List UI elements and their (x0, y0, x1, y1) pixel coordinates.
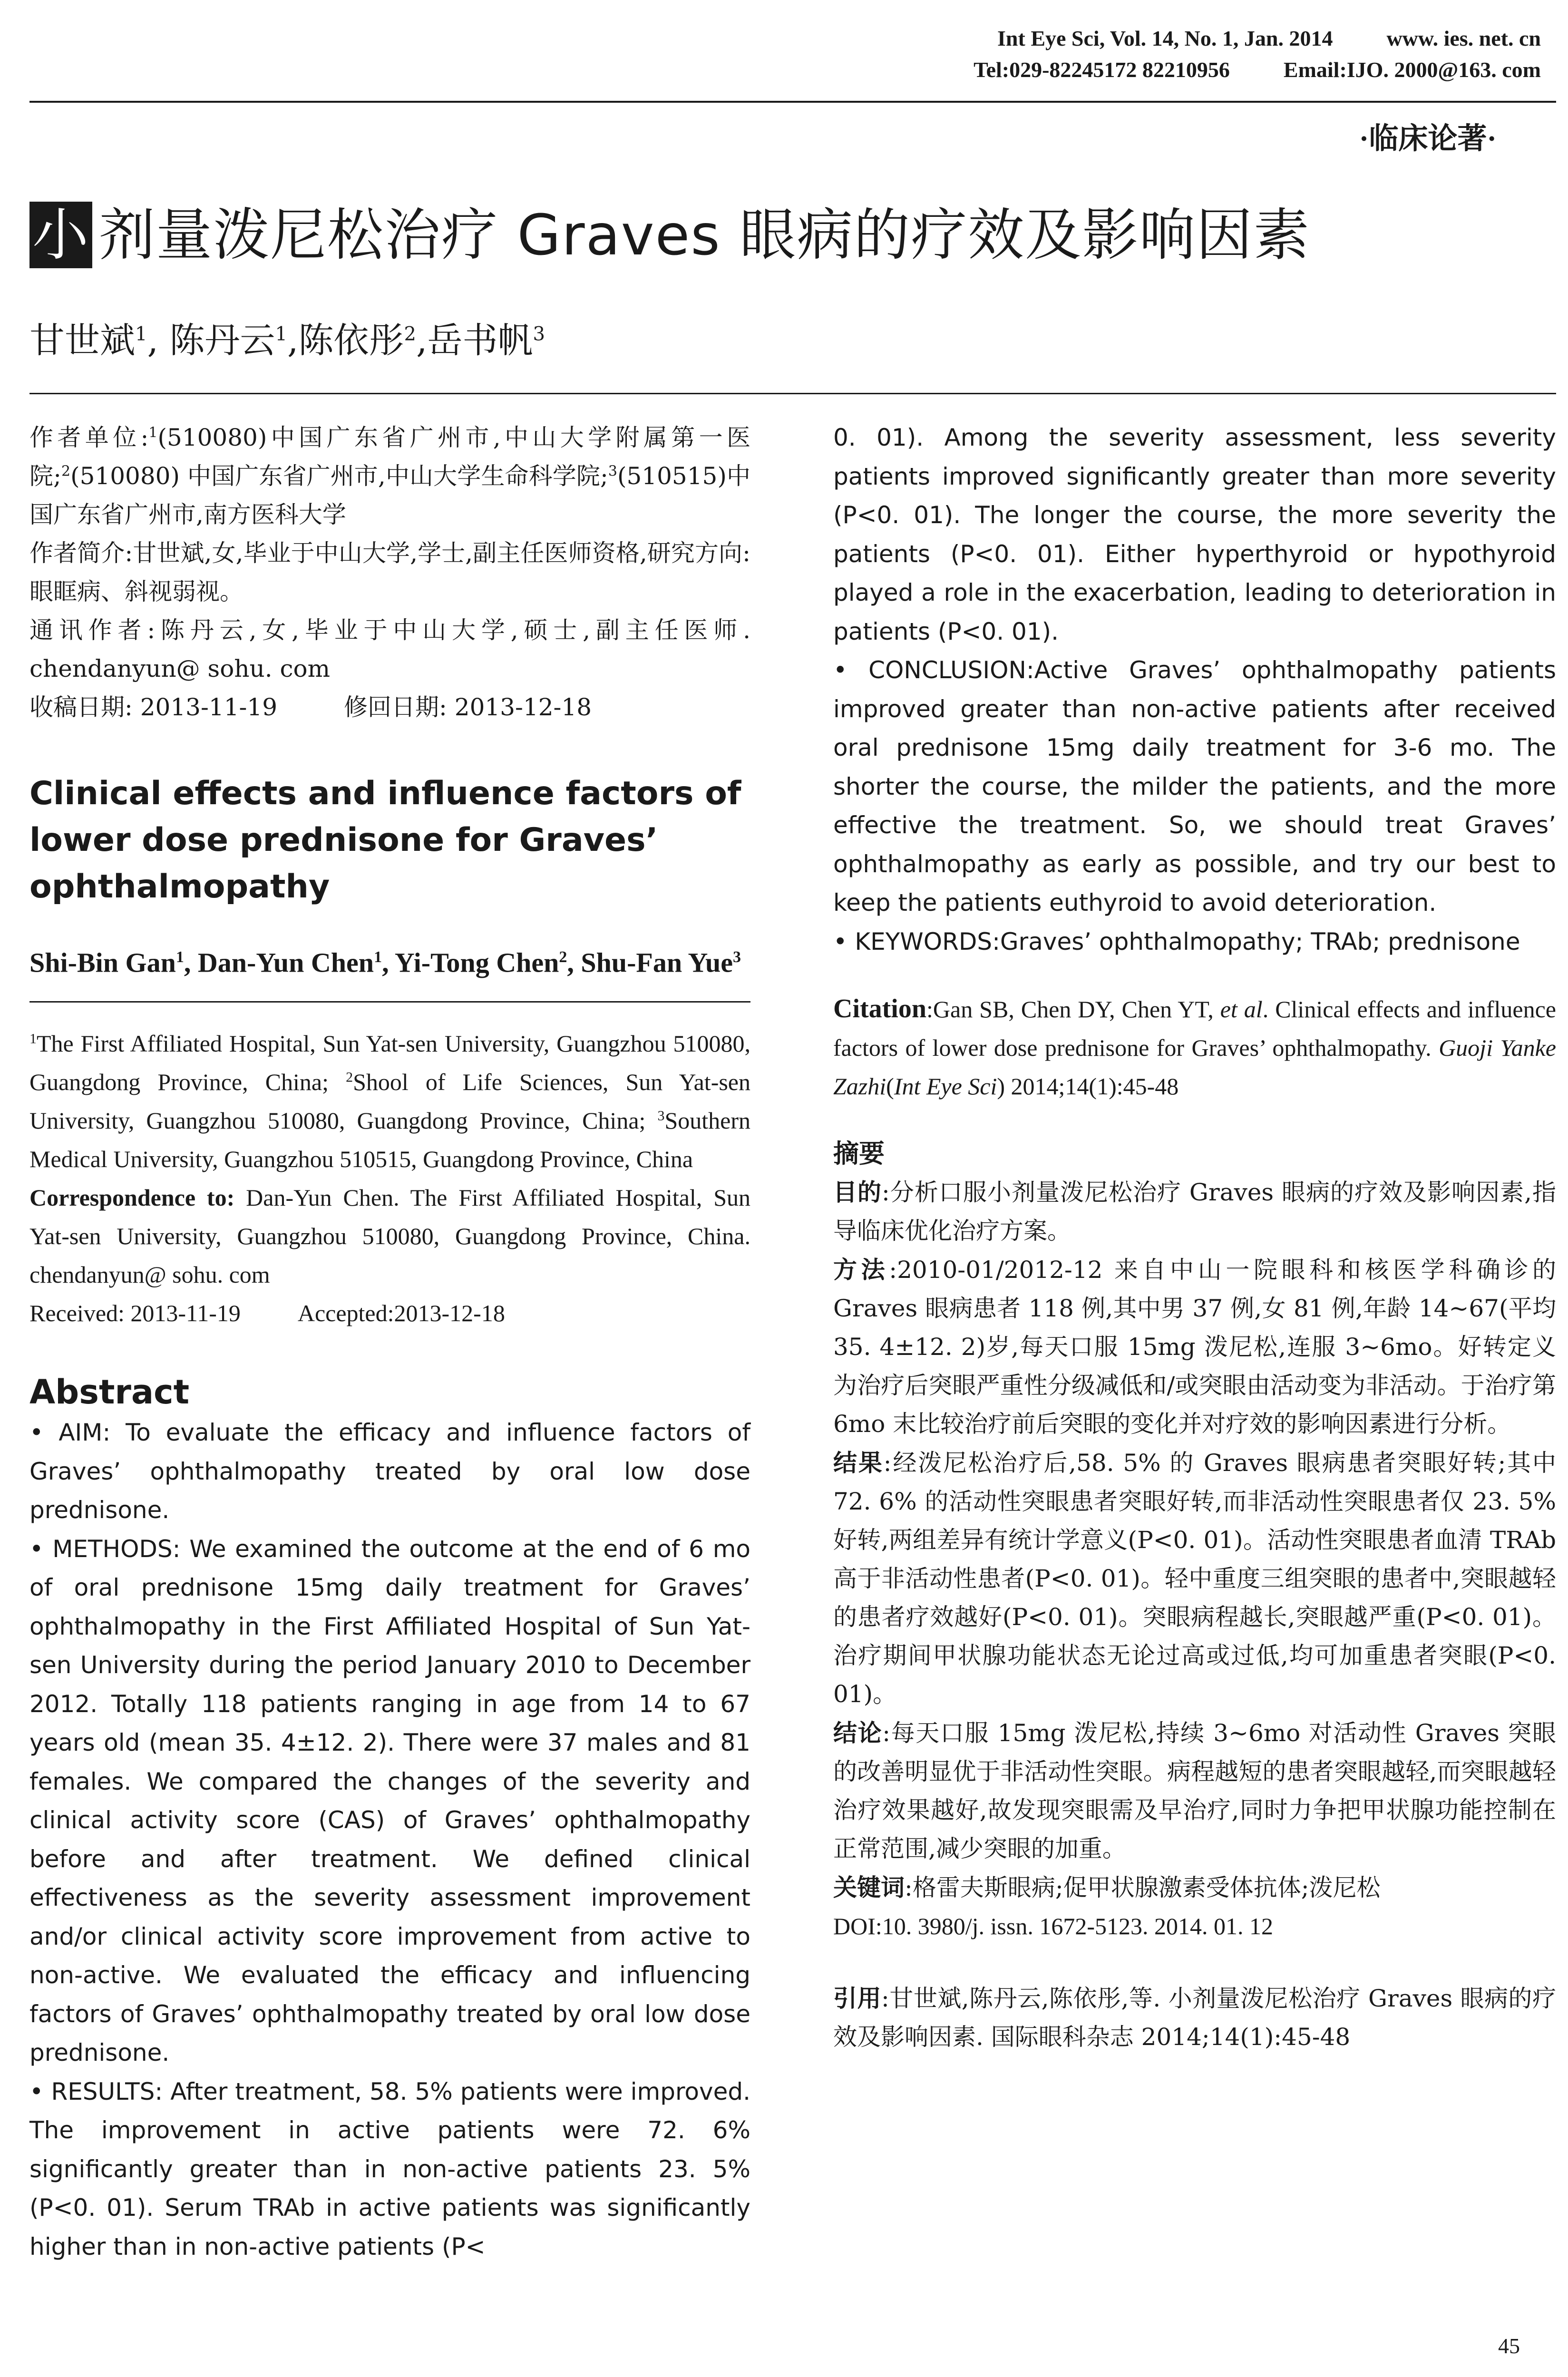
author-affiliation-number: 1 (135, 323, 147, 345)
citation (833, 990, 1556, 1106)
jieguo-label: 结果 (833, 1449, 884, 1477)
journal-phone: Tel:029-82245172 82210956 (974, 58, 1230, 82)
yinyong-label: 引用 (833, 1984, 881, 2012)
correspondence-text: Dan-Yun Chen. The First Affiliated Hospital, Sun Yat-sen University, Guangzhou 510080, Guangdong Province, China. chendanyun@ sohu. com (29, 1184, 750, 1288)
abstract-results: • RESULTS: After treatment, 58. 5% patients were improved. The improvement in active patients were 72. 6% significantly greater than in non-active patients 23. 5% (P<0. 01). Serum TRAb in active patients was significantly higher than in non-active patients (P< (29, 2077, 750, 2260)
dates-en (29, 1294, 750, 1333)
section-label: ·临床论著· (1359, 123, 1497, 155)
zhaiyao-jielun (833, 1714, 1556, 1868)
journal-citation: Int Eye Sci, Vol. 14, No. 1, Jan. 2014 (997, 26, 1333, 50)
author-cn: 陈依彤$^2$ (298, 320, 416, 361)
received-date-en: Received: 2013-11-19 (29, 1300, 241, 1327)
page-number: 45 (1498, 2334, 1520, 2358)
abstract-results-continued: 0. 01). Among the severity assessment, less severity patients improved significantly greater than more severity (P<0. 01). The longer the course, the more severity the patients (P<0. 01). Either hyperthyroid or hypothyroid played a role in the exacerbation, leading to deterioration in patients (P<0. 01). (833, 424, 1556, 645)
author-separator: , (287, 320, 299, 361)
abstract-conclusion: • CONCLUSION:Active Graves’ ophthalmopathy patients improved greater than non-active patients after received oral prednisone 15mg daily treatment for 3-6 mo. The shorter the course, the milder the patients, and the more effective the treatment. So, we should treat Graves’ ophthalmopathy as early as possible, and try our best to keep the patients euthyroid to avoid deterioration. (833, 656, 1556, 916)
header-rule (29, 101, 1556, 103)
guanjianci-text: :格雷夫斯眼病;促甲状腺激素受体抗体;泼尼松 (905, 1874, 1381, 1901)
title-rule (29, 393, 1556, 394)
author-cn: 陈丹云$^1$ (169, 320, 287, 361)
right-column (833, 419, 1556, 2056)
header-line-1 (713, 23, 1541, 54)
abstract-aim: • AIM: To evaluate the efficacy and influence factors of Graves’ ophthalmopathy treated by oral low dose prednisone. (29, 1419, 750, 1524)
doi[interactable]: DOI:10. 3980/j. issn. 1672-5123. 2014. 01. 12 (833, 1913, 1273, 1939)
english-affiliation: $^1$The First Affiliated Hospital, Sun Yat-sen University, Guangzhou 510080, Guangdong Province, China; $^2$Shool of Life Sciences, Sun Yat-sen University, Guangzhou 510080, Guangdong Province, China; $^3$Southern Medical University, Guangzhou 510515, Guangdong Province, China (29, 1030, 750, 1173)
abstract-methods: • METHODS: We examined the outcome at the end of 6 mo of oral prednisone 15mg daily treatment for Graves’ ophthalmopathy in the First Affiliated Hospital of Sun Yat-sen University during the period January 2010 to December 2012. Totally 118 patients ranging in age from 14 to 67 years old (mean 35. 4±12. 2). There were 37 males and 81 females. We compared the changes of the severity and clinical activity score (CAS) of Graves’ ophthalmopathy before and after treatment. We defined clinical effectiveness as the severity assessment improvement and/or clinical activity score improvement from active to non-active. We evaluated the efficacy and influencing factors of Graves’ ophthalmopathy treated by oral low dose prednisone. (29, 1535, 750, 2067)
zhaiyao-heading: 摘要 (833, 1138, 885, 1169)
english-title: Clinical effects and influence factors of lower dose prednisone for Graves’ ophthalmopathy (29, 775, 741, 906)
affiliation-cn-line: 作者单位:$^1$(510080)中国广东省广州市,中山大学附属第一医院;$^2$(510080) 中国广东省广州市,中山大学生命科学院;$^3$(510515)中国广东省广州市,南方医科大学 (29, 424, 750, 528)
author-separator: , (416, 320, 428, 361)
yinyong-text: :甘世斌,陈丹云,陈依彤,等. 小剂量泼尼松治疗 Graves 眼病的疗效及影响因素. 国际眼科杂志 2014;14(1):45-48 (833, 1985, 1556, 2051)
title-text: 剂量泼尼松治疗 Graves 眼病的疗效及影响因素 (99, 202, 1311, 268)
author-affiliation-number: 1 (275, 323, 287, 345)
affiliation-cn-line: 作者简介:甘世斌,女,毕业于中山大学,学士,副主任医师资格,研究方向:眼眶病、斜视弱视。 (29, 539, 750, 605)
author-cn: 甘世斌$^1$ (29, 320, 147, 361)
citation-text: :Gan SB, Chen DY, Chen YT, et al. Clinical effects and influence factors of lower dose prednisone for Graves’ ophthalmopathy. Guoji Yanke Zazhi(Int Eye Sci) 2014;14(1):45-48 (833, 996, 1557, 1100)
citation-label: Citation (833, 994, 926, 1023)
abstract-keywords: • KEYWORDS:Graves’ ophthalmopathy; TRAb; prednisone (833, 927, 1520, 955)
author-separator: , (147, 320, 170, 361)
correspondence-label: Correspondence to: (29, 1184, 235, 1211)
revised-date-cn: 修回日期: 2013-12-18 (344, 693, 592, 721)
correspondence (29, 1179, 750, 1294)
affiliation-cn (29, 419, 750, 688)
journal-email[interactable]: Email:IJO. 2000@163. com (1283, 58, 1541, 82)
jielun-label: 结论 (833, 1719, 883, 1747)
author-affiliation-number: 3 (533, 323, 545, 345)
yinyong (833, 1979, 1556, 2056)
zhaiyao-jieguo (833, 1443, 1556, 1714)
received-date-cn: 收稿日期: 2013-11-19 (29, 693, 278, 721)
affiliation-cn-line: 通讯作者:陈丹云,女,毕业于中山大学,硕士,副主任医师. chendanyun@ sohu. com (29, 616, 750, 682)
author-cn: 岳书帆$^3$ (427, 320, 545, 361)
article-title (29, 202, 1310, 268)
dates-cn (29, 688, 750, 727)
zhaiyao-fangfa (833, 1250, 1556, 1443)
jielun-text: :每天口服 15mg 泼尼松,持续 3~6mo 对活动性 Graves 突眼的改善明显优于非活动性突眼。病程越短的患者突眼越轻,而突眼越轻治疗效果越好,故发现突眼需及早治疗,同时力争把甲状腺功能控制在正常范围,减少突眼的加重。 (833, 1719, 1557, 1862)
english-authors: Shi-Bin Gan$^1$, Dan-Yun Chen$^1$, Yi-Tong Chen$^2$, Shu-Fan Yue$^3$ (29, 947, 741, 978)
fangfa-text: :2010-01/2012-12 来自中山一院眼科和核医学科确诊的 Graves 眼病患者 118 例,其中男 37 例,女 81 例,年龄 14~67(平均 35. 4±12. 2)岁,每天口服 15mg 泼尼松,连服 3~6mo。好转定义为治疗后突眼严重性分级减低和/或突眼由活动变为非活动。于治疗第 6mo 末比较治疗前后突眼的变化并对疗效的影响因素进行分析。 (833, 1256, 1556, 1438)
accepted-date-en: Accepted:2013-12-18 (297, 1300, 505, 1327)
running-header (713, 23, 1541, 86)
left-authors-rule (29, 1001, 750, 1003)
zhaiyao-mudi (833, 1173, 1556, 1250)
title-first-char: 小 (29, 202, 92, 268)
journal-website[interactable]: www. ies. net. cn (1386, 26, 1541, 50)
zhaiyao-keywords (833, 1868, 1556, 1907)
authors-cn (29, 310, 545, 364)
fangfa-label: 方法 (833, 1256, 889, 1284)
mudi-label: 目的 (833, 1178, 882, 1206)
mudi-text: :分析口服小剂量泼尼松治疗 Graves 眼病的疗效及影响因素,指导临床优化治疗方案。 (833, 1179, 1556, 1245)
left-column (29, 419, 750, 2266)
header-line-2 (713, 54, 1541, 86)
guanjianci-label: 关键词 (833, 1873, 905, 1901)
jieguo-text: :经泼尼松治疗后,58. 5% 的 Graves 眼病患者突眼好转;其中 72. 6% 的活动性突眼患者突眼好转,而非活动性突眼患者仅 23. 5% 好转,两组差异有统计学意义(P<0. 01)。活动性突眼患者血清 TRAb 高于非活动性患者(P<0. 01)。轻中重度三组突眼的患者中,突眼越轻的患者疗效越好(P<0. 01)。突眼病程越长,突眼越严重(P<0. 01)。治疗期间甲状腺功能状态无论过高或过低,均可加重患者突眼(P<0. 01)。 (833, 1449, 1556, 1708)
author-affiliation-number: 2 (404, 323, 416, 345)
abstract-heading: Abstract (29, 1373, 190, 1412)
